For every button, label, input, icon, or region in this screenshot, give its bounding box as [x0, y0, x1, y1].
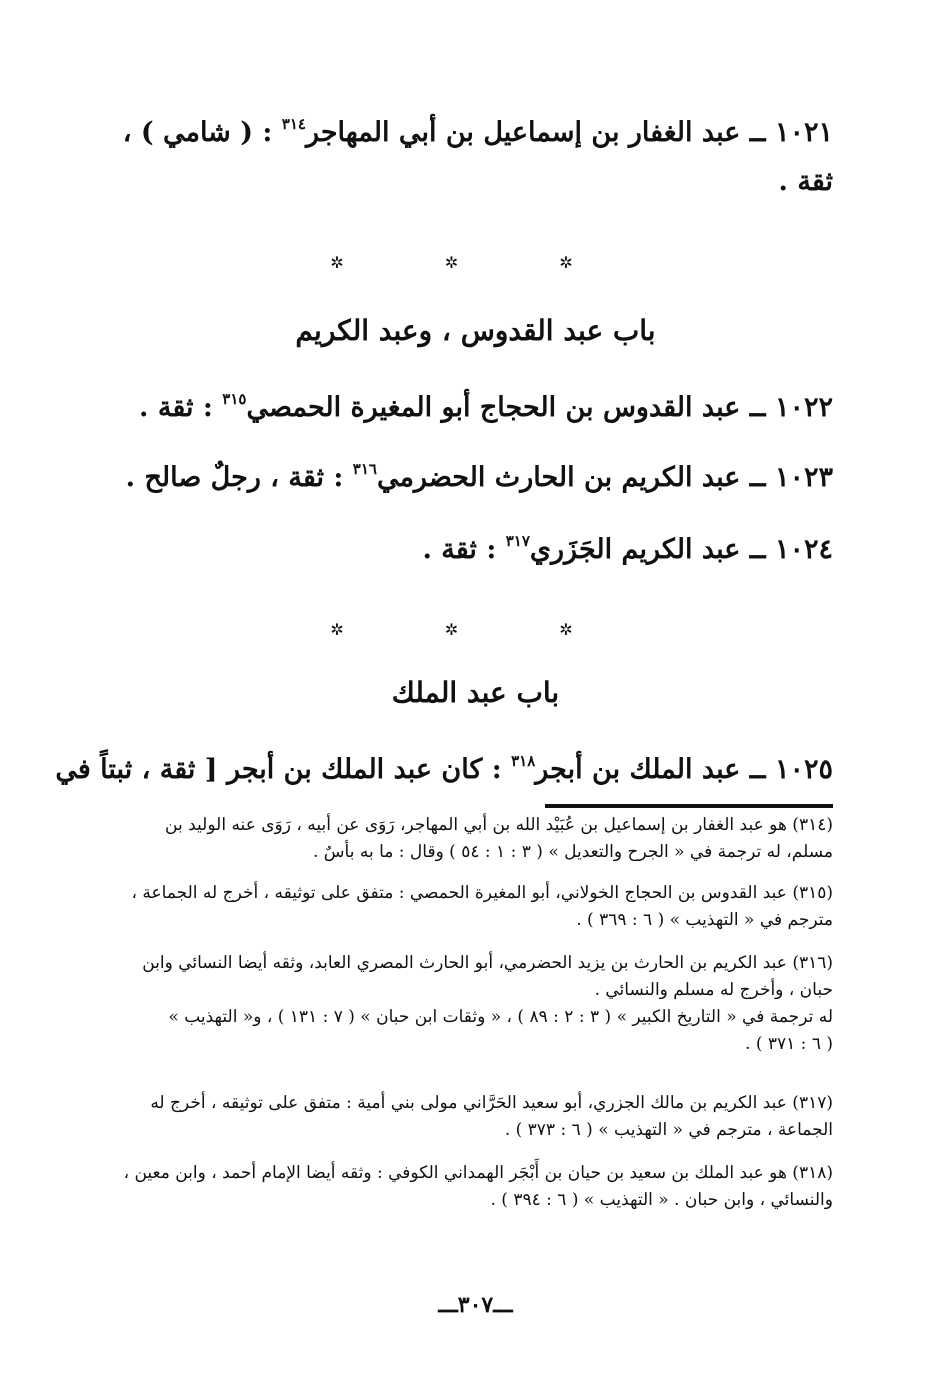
- entry-1024: [118, 530, 833, 570]
- footnote-line: (٣١٥) عبد القدوس بن الحجاج الخولاني، أبو المغيرة الحمصي : متفق على توثيقه ، أخرج له الجماعة ،: [131, 883, 833, 903]
- book-page: [55, 0, 833, 1376]
- footnote-line: والنسائي ، وابن حبان . « التهذيب » ( ٦ : ٣٩٤ ) .: [490, 1190, 833, 1210]
- section-heading-abd-al-quddus: باب عبد القدوس ، وعبد الكريم: [295, 314, 656, 347]
- entry-1022: [118, 388, 833, 428]
- entry-1024-after: : ثقة .: [422, 534, 497, 565]
- footnote-separator-rule: [545, 804, 833, 808]
- section-heading-abd-al-malik: باب عبد الملك: [391, 676, 560, 709]
- page-number: ـــ٣٠٧ـــ: [438, 1292, 513, 1318]
- entry-1021-line2: ثقة .: [778, 166, 833, 197]
- section-separator-stars: ✲ ✲ ✲: [330, 253, 621, 272]
- footnote-ref-314: ٣١٤: [281, 115, 306, 133]
- footnote-line: (٣١٤) هو عبد الغفار بن إسماعيل بن عُبَيْد الله بن أبي المهاجر، رَوَى عن أبيه ، رَوَى عنه الوليد بن: [165, 815, 833, 835]
- footnote-ref-317: ٣١٧: [505, 532, 530, 550]
- section-separator-stars: ✲ ✲ ✲: [330, 620, 621, 639]
- entry-1025: [55, 750, 833, 790]
- entry-1025-text: ١٠٢٥ ــ عبد الملك بن أبجر: [535, 754, 833, 785]
- footnote-line: مسلم، له ترجمة في « الجرح والتعديل » ( ٣ : ١ : ٥٤ ) وقال : ما به بأسٌ .: [312, 842, 833, 862]
- entry-1021-text: ١٠٢١ ــ عبد الغفار بن إسماعيل بن أبي المهاجر: [305, 117, 833, 148]
- footnote-line: له ترجمة في « التاريخ الكبير » ( ٣ : ٢ : ٨٩ ) ، « وثقات ابن حبان » ( ٧ : ١٣١ ) ، و« التهذيب »: [168, 1007, 833, 1027]
- footnote-line: الجماعة ، مترجم في « التهذيب » ( ٦ : ٣٧٣ ) .: [504, 1120, 833, 1140]
- entry-1025-after: : كان عبد الملك بن أبجر [ ثقة ، ثبتاً في: [55, 754, 502, 785]
- entry-1022-after: : ثقة .: [139, 392, 213, 423]
- entry-1023-after: : ثقة ، رجلٌ صالح .: [125, 462, 344, 493]
- entry-1021-line1: [118, 113, 833, 153]
- footnote-ref-318: ٣١٨: [511, 752, 536, 770]
- footnote-line: مترجم في « التهذيب » ( ٦ : ٣٦٩ ) .: [576, 910, 833, 930]
- footnote-315: [118, 880, 833, 934]
- footnote-316: [118, 950, 833, 1058]
- footnote-314: [118, 812, 833, 866]
- entry-1024-text: ١٠٢٤ ــ عبد الكريم الجَزَري: [529, 534, 833, 565]
- footnote-line: حبان ، وأخرج له مسلم والنسائي .: [594, 980, 833, 1000]
- entry-1022-text: ١٠٢٢ ــ عبد القدوس بن الحجاج أبو المغيرة الحمصي: [246, 392, 833, 423]
- entry-1023: [118, 458, 833, 498]
- footnote-ref-315: ٣١٥: [222, 390, 247, 408]
- footnote-317: [118, 1090, 833, 1144]
- footnote-ref-316: ٣١٦: [352, 460, 377, 478]
- footnote-line: (٣١٨) هو عبد الملك بن سعيد بن حيان بن أَبْجَر الهمداني الكوفي : وثقه أيضا الإمام أحمد ، وابن معين ،: [123, 1163, 833, 1183]
- entry-1021-after: : ( شامي ) ،: [122, 117, 273, 148]
- footnote-line: (٣١٧) عبد الكريم بن مالك الجزري، أبو سعيد الحَرَّاني مولى بني أمية : متفق على توثيقه ، أخرج له: [150, 1093, 833, 1113]
- footnote-line: ( ٦ : ٣٧١ ) .: [745, 1034, 833, 1054]
- footnote-line: (٣١٦) عبد الكريم بن الحارث بن يزيد الحضرمي، أبو الحارث المصري العابد، وثقه أيضا النسائي وابن: [142, 953, 833, 973]
- footnote-318: [118, 1160, 833, 1214]
- entry-1023-text: ١٠٢٣ ــ عبد الكريم بن الحارث الحضرمي: [376, 462, 833, 493]
